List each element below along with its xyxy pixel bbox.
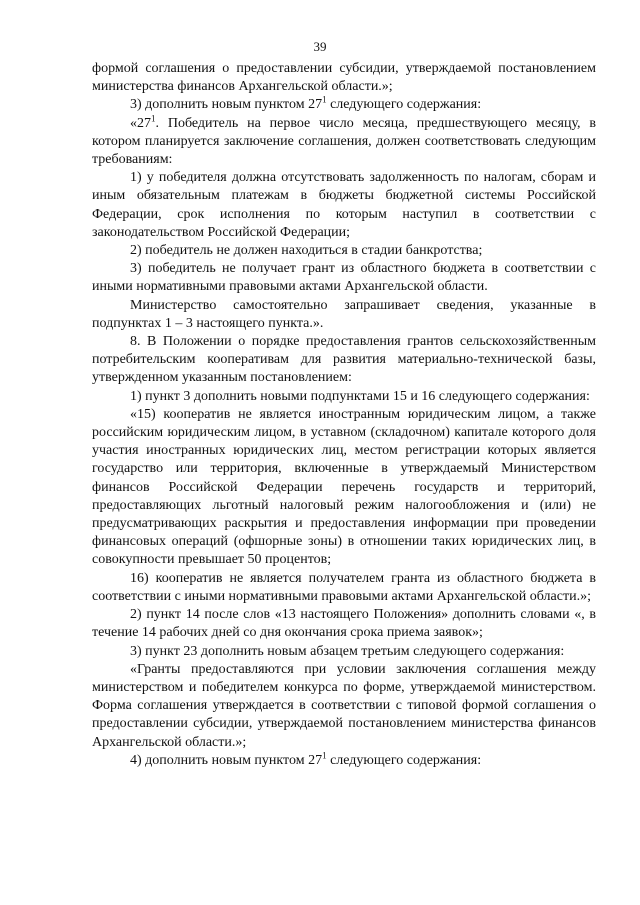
paragraph: 2) победитель не должен находиться в стадии банкротства; xyxy=(130,243,483,259)
paragraph: Министерство самостоятельно запрашивает сведения, указанные в подпунктах 1 – 3 настоящего пункта.». xyxy=(92,297,596,331)
paragraph xyxy=(92,752,596,770)
paragraph: «Гранты предоставляются при условии заключения соглашения между министерством и победителем конкурса по форме, утверждаемой министерством. Форма соглашения утверждается в соответствии с типовой формой соглашения о предоставлении субсидии, утверждаемой постановлением министерства финансов Архангельской области.»; xyxy=(92,661,596,750)
paragraph: 16) кооператив не является получателем гранта из областного бюджета в соответствии с иными нормативными правовыми актами Архангельской области.»; xyxy=(92,570,596,604)
paragraph: 1) у победителя должна отсутствовать задолженность по налогам, сборам и иным обязательным платежам в бюджеты бюджетной системы Российской Федерации, срок исполнения по которым наступил в соответствии с законодательством Российской Федерации; xyxy=(92,170,596,240)
superscript: 1 xyxy=(322,94,327,105)
paragraph: формой соглашения о предоставлении субсидии, утверждаемой постановлением министерства финансов Архангельской области.»; xyxy=(92,61,596,95)
paragraph: 8. В Положении о порядке предоставления грантов сельскохозяйственным потребительским кооперативам для развития материально-технической базы, утвержденном указанным постановлением: xyxy=(92,334,596,386)
paragraph xyxy=(92,112,596,170)
paragraph-text: 3) дополнить новым пунктом 27 xyxy=(130,97,323,113)
superscript: 1 xyxy=(151,112,156,123)
superscript: 1 xyxy=(322,750,327,761)
paragraph-text: «27 xyxy=(130,115,151,131)
paragraph: 1) пункт 3 дополнить новыми подпунктами 15 и 16 следующего содержания: xyxy=(130,388,590,404)
page-number: 39 xyxy=(313,39,327,54)
paragraph-text: следующего содержания: xyxy=(326,752,482,768)
paragraph xyxy=(92,96,596,114)
paragraph: «15) кооператив не является иностранным юридическим лицом, а также российским юридическим лицом, в уставном (складочном) капитале которого доля участия иностранных юридических лиц, местом регистрации которых является государство или территория, включенные в утверждаемый Министерством финансов Российской Федерации перечень государств и территорий, предоставляющих льготный налоговый режим налогообложения и (или) не предусматривающих раскрытия и предоставления информации при проведении финансовых операций (офшорные зоны) в отношении таких юридических лиц, в совокупности превышает 50 процентов; xyxy=(92,406,596,568)
document-body xyxy=(92,60,596,770)
paragraph-text: 4) дополнить новым пунктом 27 xyxy=(130,752,323,768)
paragraph-text: следующего содержания: xyxy=(326,97,482,113)
paragraph: 3) пункт 23 дополнить новым абзацем третьим следующего содержания: xyxy=(130,643,565,659)
paragraph-text: . Победитель на первое число месяца, предшествующего месяцу, в котором планируется заключение соглашения, должен соответствовать следующим требованиям: xyxy=(92,115,596,168)
paragraph: 2) пункт 14 после слов «13 настоящего Положения» дополнить словами «, в течение 14 рабочих дней со дня окончания срока приема заявок»; xyxy=(92,607,596,641)
paragraph: 3) победитель не получает грант из областного бюджета в соответствии с иными нормативными правовыми актами Архангельской области. xyxy=(92,261,596,295)
